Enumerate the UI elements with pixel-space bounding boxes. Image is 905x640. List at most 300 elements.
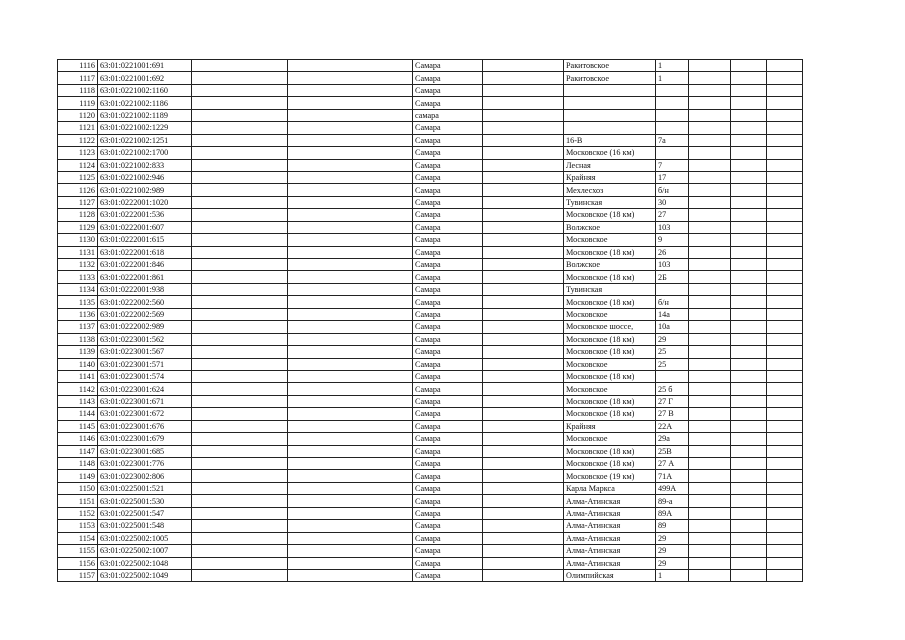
empty-cell: [731, 134, 767, 146]
empty-cell: [192, 545, 288, 557]
empty-cell: [192, 259, 288, 271]
city-cell: Самара: [413, 97, 483, 109]
empty-cell: [767, 72, 803, 84]
street-cell: Московское (18 км): [564, 209, 656, 221]
street-cell: Московское (18 км): [564, 346, 656, 358]
city-cell: Самара: [413, 433, 483, 445]
city-cell: Самара: [413, 196, 483, 208]
empty-cell: [192, 346, 288, 358]
empty-cell: [689, 296, 731, 308]
empty-cell: [483, 296, 564, 308]
empty-cell: [483, 333, 564, 345]
empty-cell: [731, 259, 767, 271]
empty-cell: [192, 370, 288, 382]
empty-cell: [731, 383, 767, 395]
empty-cell: [689, 134, 731, 146]
empty-cell: [483, 283, 564, 295]
empty-cell: [483, 184, 564, 196]
table-row: [58, 520, 803, 532]
house-cell: 27: [656, 209, 689, 221]
empty-cell: [689, 333, 731, 345]
house-cell: 27 В: [656, 408, 689, 420]
street-cell: Лесная: [564, 159, 656, 171]
street-cell: 16-В: [564, 134, 656, 146]
row-number-cell: 1140: [58, 358, 98, 370]
empty-cell: [288, 321, 413, 333]
table-row: [58, 283, 803, 295]
house-cell: [656, 283, 689, 295]
empty-cell: [288, 234, 413, 246]
empty-cell: [288, 134, 413, 146]
empty-cell: [288, 259, 413, 271]
house-cell: 89-а: [656, 495, 689, 507]
row-number-cell: 1153: [58, 520, 98, 532]
city-cell: Самара: [413, 283, 483, 295]
empty-cell: [689, 209, 731, 221]
cadastral-number-cell: 63:01:0223001:672: [98, 408, 192, 420]
row-number-cell: 1135: [58, 296, 98, 308]
cadastral-number-cell: 63:01:0223001:671: [98, 395, 192, 407]
row-number-cell: 1123: [58, 147, 98, 159]
empty-cell: [192, 234, 288, 246]
empty-cell: [767, 122, 803, 134]
empty-cell: [689, 159, 731, 171]
empty-cell: [288, 184, 413, 196]
empty-cell: [767, 395, 803, 407]
empty-cell: [689, 147, 731, 159]
empty-cell: [731, 507, 767, 519]
empty-cell: [483, 159, 564, 171]
row-number-cell: 1142: [58, 383, 98, 395]
city-cell: Самара: [413, 383, 483, 395]
table-row: [58, 72, 803, 84]
empty-cell: [483, 321, 564, 333]
table-row: [58, 458, 803, 470]
street-cell: Московское: [564, 358, 656, 370]
table-row: [58, 184, 803, 196]
empty-cell: [689, 520, 731, 532]
empty-cell: [288, 495, 413, 507]
city-cell: Самара: [413, 458, 483, 470]
street-cell: Волжское: [564, 221, 656, 233]
empty-cell: [288, 346, 413, 358]
house-cell: 89: [656, 520, 689, 532]
empty-cell: [288, 72, 413, 84]
empty-cell: [689, 271, 731, 283]
city-cell: Самара: [413, 271, 483, 283]
cadastral-number-cell: 63:01:0222002:569: [98, 308, 192, 320]
table-row: [58, 408, 803, 420]
empty-cell: [689, 495, 731, 507]
row-number-cell: 1117: [58, 72, 98, 84]
street-cell: Алма-Атинская: [564, 507, 656, 519]
empty-cell: [689, 408, 731, 420]
empty-cell: [192, 221, 288, 233]
empty-cell: [767, 259, 803, 271]
empty-cell: [731, 97, 767, 109]
empty-cell: [483, 308, 564, 320]
empty-cell: [731, 209, 767, 221]
empty-cell: [731, 557, 767, 569]
street-cell: Ракитовское: [564, 72, 656, 84]
city-cell: Самара: [413, 209, 483, 221]
table-row: [58, 221, 803, 233]
street-cell: Московское (19 км): [564, 470, 656, 482]
cadastral-number-cell: 63:01:0223001:776: [98, 458, 192, 470]
row-number-cell: 1151: [58, 495, 98, 507]
house-cell: б/н: [656, 296, 689, 308]
cadastral-number-cell: 63:01:0225002:1005: [98, 532, 192, 544]
empty-cell: [483, 458, 564, 470]
empty-cell: [192, 308, 288, 320]
empty-cell: [689, 184, 731, 196]
row-number-cell: 1121: [58, 122, 98, 134]
empty-cell: [288, 333, 413, 345]
street-cell: Тувинская: [564, 283, 656, 295]
house-cell: 103: [656, 221, 689, 233]
cadastral-number-cell: 63:01:0225001:521: [98, 482, 192, 494]
empty-cell: [731, 532, 767, 544]
empty-cell: [483, 196, 564, 208]
house-cell: 22А: [656, 420, 689, 432]
empty-cell: [767, 196, 803, 208]
empty-cell: [689, 383, 731, 395]
empty-cell: [288, 147, 413, 159]
empty-cell: [288, 545, 413, 557]
empty-cell: [731, 72, 767, 84]
city-cell: Самара: [413, 259, 483, 271]
empty-cell: [731, 234, 767, 246]
empty-cell: [483, 122, 564, 134]
empty-cell: [483, 420, 564, 432]
table-row: [58, 321, 803, 333]
empty-cell: [288, 433, 413, 445]
empty-cell: [767, 420, 803, 432]
empty-cell: [689, 507, 731, 519]
city-cell: Самара: [413, 408, 483, 420]
city-cell: Самара: [413, 122, 483, 134]
row-number-cell: 1133: [58, 271, 98, 283]
street-cell: Московское (18 км): [564, 271, 656, 283]
empty-cell: [767, 557, 803, 569]
street-cell: [564, 97, 656, 109]
empty-cell: [731, 221, 767, 233]
empty-cell: [288, 395, 413, 407]
empty-cell: [731, 321, 767, 333]
empty-cell: [689, 532, 731, 544]
house-cell: 71А: [656, 470, 689, 482]
row-number-cell: 1143: [58, 395, 98, 407]
table-row: [58, 383, 803, 395]
empty-cell: [767, 532, 803, 544]
records-body: [58, 60, 803, 582]
empty-cell: [731, 60, 767, 72]
table-row: [58, 234, 803, 246]
empty-cell: [288, 458, 413, 470]
empty-cell: [767, 470, 803, 482]
row-number-cell: 1148: [58, 458, 98, 470]
table-row: [58, 84, 803, 96]
house-cell: 25: [656, 346, 689, 358]
table-row: [58, 147, 803, 159]
empty-cell: [192, 109, 288, 121]
empty-cell: [689, 234, 731, 246]
empty-cell: [192, 147, 288, 159]
empty-cell: [192, 557, 288, 569]
empty-cell: [483, 445, 564, 457]
empty-cell: [767, 458, 803, 470]
empty-cell: [288, 122, 413, 134]
row-number-cell: 1138: [58, 333, 98, 345]
cadastral-number-cell: 63:01:0222001:938: [98, 283, 192, 295]
empty-cell: [288, 507, 413, 519]
street-cell: Московское (18 км): [564, 370, 656, 382]
empty-cell: [483, 408, 564, 420]
cadastral-number-cell: 63:01:0221002:1251: [98, 134, 192, 146]
city-cell: Самара: [413, 159, 483, 171]
empty-cell: [483, 495, 564, 507]
empty-cell: [192, 482, 288, 494]
empty-cell: [483, 482, 564, 494]
table-row: [58, 308, 803, 320]
empty-cell: [731, 84, 767, 96]
table-row: [58, 271, 803, 283]
table-row: [58, 482, 803, 494]
empty-cell: [767, 433, 803, 445]
row-number-cell: 1147: [58, 445, 98, 457]
empty-cell: [731, 109, 767, 121]
cadastral-number-cell: 63:01:0222002:989: [98, 321, 192, 333]
house-cell: 10а: [656, 321, 689, 333]
empty-cell: [731, 495, 767, 507]
city-cell: Самара: [413, 545, 483, 557]
empty-cell: [689, 171, 731, 183]
empty-cell: [767, 333, 803, 345]
empty-cell: [288, 532, 413, 544]
row-number-cell: 1125: [58, 171, 98, 183]
city-cell: Самара: [413, 569, 483, 581]
empty-cell: [192, 97, 288, 109]
empty-cell: [483, 60, 564, 72]
empty-cell: [689, 545, 731, 557]
empty-cell: [288, 209, 413, 221]
empty-cell: [731, 569, 767, 581]
empty-cell: [288, 283, 413, 295]
empty-cell: [288, 308, 413, 320]
table-row: [58, 420, 803, 432]
city-cell: Самара: [413, 321, 483, 333]
row-number-cell: 1130: [58, 234, 98, 246]
row-number-cell: 1132: [58, 259, 98, 271]
cadastral-number-cell: 63:01:0225002:1049: [98, 569, 192, 581]
empty-cell: [192, 184, 288, 196]
empty-cell: [288, 569, 413, 581]
empty-cell: [288, 296, 413, 308]
empty-cell: [767, 84, 803, 96]
empty-cell: [192, 358, 288, 370]
cadastral-number-cell: 63:01:0223002:806: [98, 470, 192, 482]
house-cell: 30: [656, 196, 689, 208]
empty-cell: [731, 520, 767, 532]
street-cell: Московское шоссе,: [564, 321, 656, 333]
cadastral-number-cell: 63:01:0221002:1229: [98, 122, 192, 134]
empty-cell: [689, 470, 731, 482]
house-cell: 29: [656, 333, 689, 345]
empty-cell: [767, 221, 803, 233]
empty-cell: [767, 147, 803, 159]
empty-cell: [483, 271, 564, 283]
empty-cell: [731, 470, 767, 482]
empty-cell: [689, 458, 731, 470]
house-cell: [656, 147, 689, 159]
table-row: [58, 445, 803, 457]
empty-cell: [731, 358, 767, 370]
table-row: [58, 569, 803, 581]
table-row: [58, 507, 803, 519]
empty-cell: [192, 458, 288, 470]
city-cell: Самара: [413, 507, 483, 519]
empty-cell: [483, 346, 564, 358]
empty-cell: [288, 470, 413, 482]
house-cell: 29: [656, 557, 689, 569]
empty-cell: [767, 346, 803, 358]
street-cell: Алма-Атинская: [564, 520, 656, 532]
cadastral-number-cell: 63:01:0221001:691: [98, 60, 192, 72]
house-cell: 29: [656, 545, 689, 557]
cadastral-number-cell: 63:01:0222001:1020: [98, 196, 192, 208]
table-row: [58, 346, 803, 358]
house-cell: 1: [656, 569, 689, 581]
city-cell: Самара: [413, 234, 483, 246]
table-row: [58, 495, 803, 507]
empty-cell: [731, 296, 767, 308]
empty-cell: [689, 122, 731, 134]
row-number-cell: 1120: [58, 109, 98, 121]
street-cell: Московское (18 км): [564, 296, 656, 308]
empty-cell: [767, 171, 803, 183]
row-number-cell: 1129: [58, 221, 98, 233]
table-row: [58, 333, 803, 345]
street-cell: Алма-Атинская: [564, 545, 656, 557]
cadastral-number-cell: 63:01:0225001:548: [98, 520, 192, 532]
empty-cell: [731, 445, 767, 457]
empty-cell: [689, 420, 731, 432]
cadastral-number-cell: 63:01:0221002:1700: [98, 147, 192, 159]
empty-cell: [288, 482, 413, 494]
empty-cell: [192, 445, 288, 457]
empty-cell: [288, 383, 413, 395]
city-cell: Самара: [413, 72, 483, 84]
empty-cell: [192, 470, 288, 482]
row-number-cell: 1119: [58, 97, 98, 109]
city-cell: Самара: [413, 134, 483, 146]
table-row: [58, 433, 803, 445]
city-cell: Самара: [413, 333, 483, 345]
empty-cell: [731, 482, 767, 494]
empty-cell: [192, 283, 288, 295]
empty-cell: [767, 520, 803, 532]
cadastral-number-cell: 63:01:0222001:607: [98, 221, 192, 233]
empty-cell: [288, 420, 413, 432]
empty-cell: [731, 370, 767, 382]
empty-cell: [288, 557, 413, 569]
empty-cell: [731, 545, 767, 557]
empty-cell: [288, 60, 413, 72]
house-cell: [656, 122, 689, 134]
street-cell: Алма-Атинская: [564, 557, 656, 569]
house-cell: 499А: [656, 482, 689, 494]
city-cell: Самара: [413, 184, 483, 196]
empty-cell: [192, 420, 288, 432]
empty-cell: [731, 333, 767, 345]
empty-cell: [731, 196, 767, 208]
street-cell: Ракитовское: [564, 60, 656, 72]
empty-cell: [483, 72, 564, 84]
cadastral-number-cell: 63:01:0221002:989: [98, 184, 192, 196]
empty-cell: [767, 569, 803, 581]
house-cell: 29а: [656, 433, 689, 445]
empty-cell: [767, 383, 803, 395]
table-row: [58, 109, 803, 121]
row-number-cell: 1134: [58, 283, 98, 295]
street-cell: Московское (16 км): [564, 147, 656, 159]
city-cell: Самара: [413, 495, 483, 507]
row-number-cell: 1155: [58, 545, 98, 557]
empty-cell: [767, 159, 803, 171]
street-cell: Московское: [564, 308, 656, 320]
empty-cell: [689, 557, 731, 569]
cadastral-number-cell: 63:01:0221002:1160: [98, 84, 192, 96]
empty-cell: [192, 433, 288, 445]
street-cell: [564, 84, 656, 96]
empty-cell: [288, 271, 413, 283]
empty-cell: [689, 109, 731, 121]
empty-cell: [483, 370, 564, 382]
empty-cell: [192, 383, 288, 395]
table-row: [58, 532, 803, 544]
row-number-cell: 1126: [58, 184, 98, 196]
table-row: [58, 358, 803, 370]
street-cell: Московское (18 км): [564, 445, 656, 457]
cadastral-number-cell: 63:01:0222002:560: [98, 296, 192, 308]
city-cell: Самара: [413, 420, 483, 432]
empty-cell: [767, 234, 803, 246]
empty-cell: [288, 221, 413, 233]
empty-cell: [288, 520, 413, 532]
house-cell: 1: [656, 72, 689, 84]
empty-cell: [483, 470, 564, 482]
row-number-cell: 1150: [58, 482, 98, 494]
row-number-cell: 1152: [58, 507, 98, 519]
empty-cell: [689, 283, 731, 295]
row-number-cell: 1144: [58, 408, 98, 420]
empty-cell: [192, 296, 288, 308]
cadastral-number-cell: 63:01:0225001:547: [98, 507, 192, 519]
empty-cell: [731, 122, 767, 134]
empty-cell: [731, 171, 767, 183]
table-row: [58, 134, 803, 146]
empty-cell: [288, 370, 413, 382]
empty-cell: [483, 395, 564, 407]
cadastral-number-cell: 63:01:0225002:1048: [98, 557, 192, 569]
house-cell: 27 А: [656, 458, 689, 470]
empty-cell: [192, 321, 288, 333]
empty-cell: [483, 259, 564, 271]
table-row: [58, 122, 803, 134]
empty-cell: [767, 445, 803, 457]
empty-cell: [731, 271, 767, 283]
house-cell: 103: [656, 259, 689, 271]
